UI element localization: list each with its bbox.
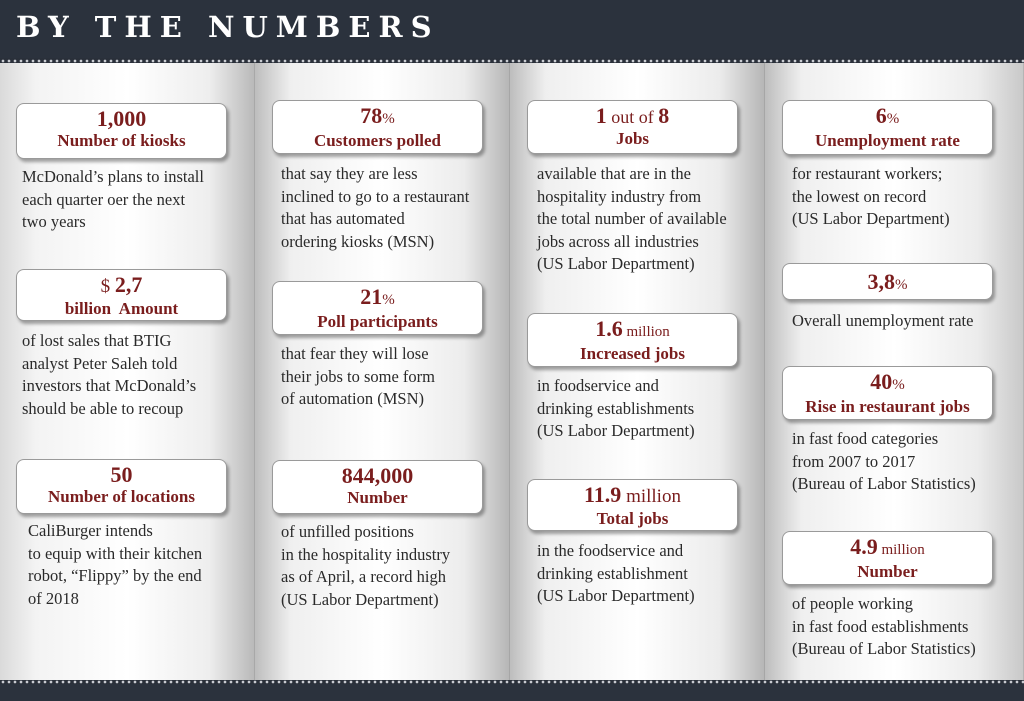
stat-suffix: % [382,111,395,127]
stat-value-2: 8 [658,103,670,128]
stat-value: 6 [875,103,887,128]
stat-suffix: % [382,292,395,308]
stat-value: 1 [595,103,607,128]
stat-description: available that are in the hospitality industry from the total number of available jobs across all industries (US Labor Department) [537,164,727,273]
stat-suffix: % [886,111,900,127]
stat-label: Jobs [615,129,650,148]
stat-label: Customers polled [313,131,442,150]
stat-label: Number of locations [47,487,195,506]
stat-value: 50 [110,462,133,487]
stat-description: of people working in fast food establishments (Bureau of Labor Statistics) [792,594,976,658]
stat-suffix: million [621,486,681,507]
stat-label: Total jobs [596,509,669,528]
stat-value: 78 [360,103,383,128]
stat-value: 844,000 [341,463,414,488]
stat-label: Number [347,488,408,507]
page-title: BY THE NUMBERS [16,10,440,44]
stat-box-locations [16,459,227,514]
stat-description: of lost sales that BTIG analyst Peter Saleh told investors that McDonald’s should be able to recoup [22,331,197,418]
stat-description: in foodservice and drinking establishments (US Labor Department) [537,376,695,440]
stat-box-unemployment-rate [782,100,993,155]
stat-box-unfilled-positions [272,460,483,514]
stat-value: 4.9 [850,534,878,559]
stat-suffix: % [895,277,908,293]
stat-suffix: million [877,542,925,558]
stat-description: in the foodservice and drinking establishment (US Labor Department) [537,541,695,605]
stat-suffix: million [622,324,670,340]
stat-label: Unemployment rate [815,131,960,150]
stat-prefix: $ [100,276,115,297]
stat-box-poll-participants [272,281,483,335]
stat-suffix: % [892,377,905,393]
stat-label: Poll participants [317,312,438,331]
stat-description: that say they are less inclined to go to a restaurant that has automated ordering kiosks (MSN) [281,164,470,251]
stat-description: CaliBurger intends to equip with their kitchen robot, “Flippy” by the end of 2018 [28,521,203,608]
stat-box-increased-jobs [527,313,738,367]
stat-box-total-jobs [527,479,738,531]
stat-value: 2,7 [114,272,143,297]
stat-description: that fear they will lose their jobs to some form of automation (MSN) [281,344,435,408]
stat-value: 11.9 [584,482,622,507]
stat-box-restaurant-jobs-rise [782,366,993,420]
stat-label: Number [857,562,918,581]
stat-box-lost-sales [16,269,227,321]
stat-value: 1,000 [96,106,147,131]
stat-value: 40 [870,369,893,394]
stat-description: Overall unemployment rate [792,311,974,330]
stat-value: 1.6 [595,316,623,341]
stat-label: Increased jobs [580,344,685,363]
stat-description: McDonald’s plans to install each quarter oer the next two years [22,167,204,231]
stat-description: for restaurant workers; the lowest on record (US Labor Department) [792,164,950,228]
stat-label: Rise in restaurant jobs [805,397,970,416]
stat-suffix: out of [606,107,659,127]
stat-value: 3,8 [867,269,895,294]
stat-label: Number of kiosks [57,131,186,150]
stat-box-overall-unemployment [782,263,993,300]
stat-label: billion Amount [64,299,179,318]
stat-description: in fast food categories from 2007 to 2017 (Bureau of Labor Statistics) [792,429,976,493]
stat-box-fast-food-workers [782,531,993,585]
stat-box-jobs-ratio [527,100,738,154]
header-bar [0,0,1024,58]
stat-box-customers-polled [272,100,483,154]
stat-description: of unfilled positions in the hospitality industry as of April, a record high (US Labor Department) [281,522,451,609]
footer-bar [0,684,1024,701]
stat-box-kiosks [16,103,227,159]
stat-value: 21 [360,284,383,309]
